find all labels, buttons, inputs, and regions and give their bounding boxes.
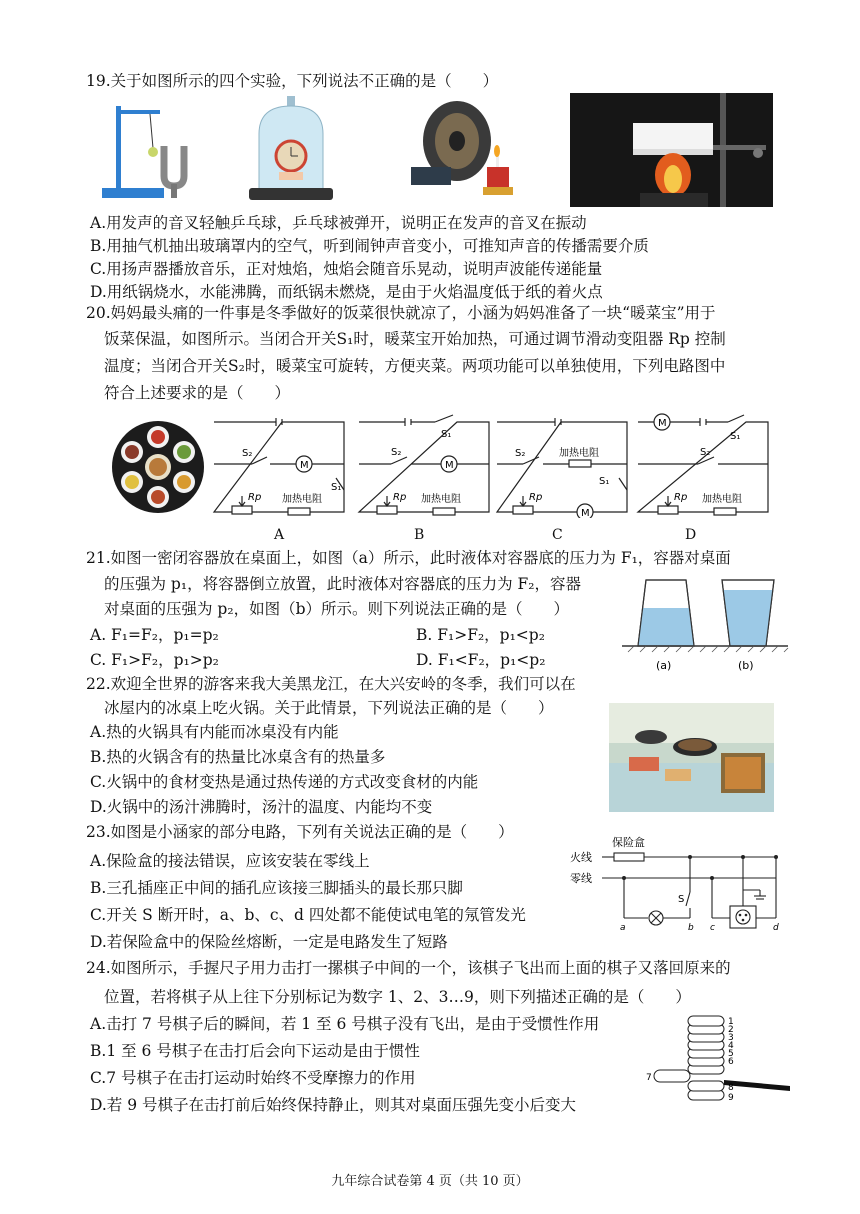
circuit-c xyxy=(495,418,629,518)
circuit-d-s2: S₂ xyxy=(700,447,711,458)
circuit-c-motor: M xyxy=(581,508,590,518)
q21-option-a: A. F₁=F₂，p₁=p₂ xyxy=(90,626,219,644)
tuning-fork-figure xyxy=(98,96,208,204)
circuit-b-heater: 加热电阻 xyxy=(421,494,461,505)
circuit-a xyxy=(212,418,346,518)
circuit-b xyxy=(357,413,491,518)
point-a-label: a xyxy=(620,923,626,932)
q24-option-b: B.1 至 6 号棋子在击打后会向下运动是由于惯性 xyxy=(90,1042,420,1060)
q21-option-c: C. F₁>F₂，p₁>p₂ xyxy=(90,651,219,669)
q23-stem: 23.如图是小涵家的部分电路，下列有关说法正确的是（ ） xyxy=(86,823,514,841)
piece-num-2: 2 xyxy=(728,1025,734,1035)
page-footer: 九年综合试卷第 4 页（共 10 页） xyxy=(331,1174,529,1189)
q22-option-b: B.热的火锅含有的热量比冰桌含有的热量多 xyxy=(90,748,386,766)
food-warmer-photo xyxy=(110,419,206,515)
piece-num-1: 1 xyxy=(728,1017,734,1027)
q20-line-3: 温度；当闭合开关S₂时，暖菜宝可旋转，方便夹菜。两项功能可以单独使用，下列电路图中 xyxy=(104,357,726,375)
circuit-d-motor: M xyxy=(658,418,667,429)
q24-option-d: D.若 9 号棋子在击打前后始终保持静止，则其对桌面压强先变小后变大 xyxy=(90,1096,577,1114)
q24-line-1: 24.如图所示，手握尺子用力击打一摞棋子中间的一个，该棋子飞出而上面的棋子又落回原来的 xyxy=(86,959,731,977)
circuit-c-heater: 加热电阻 xyxy=(559,448,599,459)
q22-option-c: C.火锅中的食材变热是通过热传递的方式改变食材的内能 xyxy=(90,773,479,791)
q22-line-1: 22.欢迎全世界的游客来我大美黑龙江，在大兴安岭的冬季，我们可以在 xyxy=(86,675,576,693)
q20-line-2: 饭菜保温，如图所示。当闭合开关S₁时，暖菜宝开始加热，可通过调节滑动变阻器 Rp 控制 xyxy=(104,330,726,348)
switch-label: S xyxy=(678,894,685,905)
circuit-a-rp: Rp xyxy=(248,492,262,503)
speaker-candle-figure xyxy=(405,97,525,201)
paper-pot-photo xyxy=(570,93,773,207)
circuit-b-s1: S₁ xyxy=(441,429,452,440)
q21-line-3: 对桌面的压强为 p₂，如图（b）所示。则下列说法正确的是（ ） xyxy=(104,600,569,618)
q24-option-a: A.击打 7 号棋子后的瞬间，若 1 至 6 号棋子没有飞出，是由于受惯性作用 xyxy=(90,1015,600,1033)
q21-option-d: D. F₁<F₂，p₁<p₂ xyxy=(416,651,546,669)
point-c-label: c xyxy=(710,923,715,932)
piece-num-9: 9 xyxy=(728,1093,734,1103)
q23-option-b: B.三孔插座正中间的插孔应该接三脚插头的最长那只脚 xyxy=(90,879,463,897)
piece-num-3: 3 xyxy=(728,1033,734,1043)
q23-option-c: C.开关 S 断开时，a、b、c、d 四处都不能使试电笔的氖管发光 xyxy=(90,906,526,924)
circuit-c-s1: S₁ xyxy=(599,476,610,487)
piece-num-4: 4 xyxy=(728,1041,734,1051)
circuit-d-s1: S₁ xyxy=(730,431,741,442)
containers-figure xyxy=(620,574,790,674)
chess-stack-figure xyxy=(640,1010,800,1110)
circuit-label-b: B xyxy=(414,527,425,543)
q20-line-1: 20.妈妈最头痛的一件事是冬季做好的饭菜很快就凉了，小涵为妈妈准备了一块“暖菜宝”用于 xyxy=(86,304,716,322)
fuse-label: 保险盒 xyxy=(612,836,645,849)
circuit-a-motor: M xyxy=(300,460,309,471)
circuit-a-heater: 加热电阻 xyxy=(282,494,322,505)
circuit-a-s1: S₁ xyxy=(331,482,342,493)
point-b-label: b xyxy=(688,923,694,932)
bell-jar-figure xyxy=(243,94,339,204)
q24-option-c: C.7 号棋子在击打运动时始终不受摩擦力的作用 xyxy=(90,1069,416,1087)
piece-num-8: 8 xyxy=(728,1083,734,1093)
q19-option-c: C.用扬声器播放音乐，正对烛焰，烛焰会随音乐晃动，说明声波能传递能量 xyxy=(90,260,603,278)
home-circuit-figure xyxy=(570,832,780,932)
q21-option-b: B. F₁>F₂，p₁<p₂ xyxy=(416,626,545,644)
q22-option-a: A.热的火锅具有内能而冰桌没有内能 xyxy=(90,723,339,741)
live-wire-label: 火线 xyxy=(570,851,592,864)
q19-option-a: A.用发声的音叉轻触乒乓球，乒乓球被弹开，说明正在发声的音叉在振动 xyxy=(90,214,587,232)
q22-line-2: 冰屋内的冰桌上吃火锅。关于此情景，下列说法正确的是（ ） xyxy=(104,699,554,717)
q21-line-2: 的压强为 p₁，将容器倒立放置，此时液体对容器底的压力为 F₂，容器 xyxy=(104,575,581,593)
hotpot-ice-table-photo xyxy=(609,703,774,812)
circuit-d-rp: Rp xyxy=(674,492,688,503)
circuit-b-s2: S₂ xyxy=(391,447,402,458)
piece-num-7: 7 xyxy=(646,1073,652,1083)
q21-line-1: 21.如图一密闭容器放在桌面上，如图（a）所示，此时液体对容器底的压力为 F₁，容器对桌面 xyxy=(86,549,731,567)
neutral-wire-label: 零线 xyxy=(570,872,592,885)
circuit-d xyxy=(636,413,770,518)
piece-num-5: 5 xyxy=(728,1049,734,1059)
circuit-b-rp: Rp xyxy=(393,492,407,503)
q22-option-d: D.火锅中的汤汁沸腾时，汤汁的温度、内能均不变 xyxy=(90,798,433,816)
circuit-d-heater: 加热电阻 xyxy=(702,494,742,505)
circuit-label-c: C xyxy=(552,527,563,543)
q19-option-d: D.用纸锅烧水，水能沸腾，而纸锅未燃烧，是由于火焰温度低于纸的着火点 xyxy=(90,283,603,301)
fig-a-label: (a) xyxy=(656,659,672,672)
fig-b-label: (b) xyxy=(738,659,754,672)
circuit-a-s2: S₂ xyxy=(242,448,253,459)
point-d-label: d xyxy=(773,923,779,932)
circuit-c-s2: S₂ xyxy=(515,448,526,459)
circuit-label-a: A xyxy=(274,527,285,543)
circuit-b-motor: M xyxy=(445,460,454,471)
circuit-label-d: D xyxy=(685,527,697,543)
piece-num-6: 6 xyxy=(728,1057,734,1067)
q20-line-4: 符合上述要求的是（ ） xyxy=(104,384,291,402)
circuit-c-rp: Rp xyxy=(529,492,543,503)
q19-option-b: B.用抽气机抽出玻璃罩内的空气，听到闹钟声音变小，可推知声音的传播需要介质 xyxy=(90,237,649,255)
q23-option-a: A.保险盒的接法错误，应该安装在零线上 xyxy=(90,852,370,870)
q24-line-2: 位置，若将棋子从上往下分别标记为数字 1、2、3…9，则下列描述正确的是（ ） xyxy=(104,988,691,1006)
q23-option-d: D.若保险盒中的保险丝熔断，一定是电路发生了短路 xyxy=(90,933,448,951)
q19-stem: 19.关于如图所示的四个实验，下列说法不正确的是（ ） xyxy=(86,72,499,90)
